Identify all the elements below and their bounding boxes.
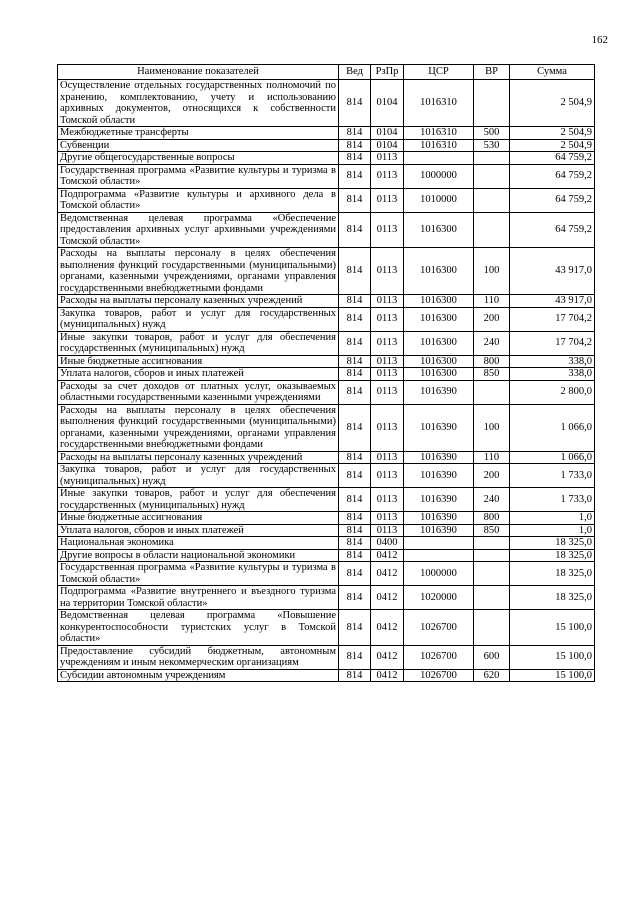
cell-name: Закупка товаров, работ и услуг для государственных (муниципальных) нужд (58, 307, 339, 331)
cell-sum: 15 100,0 (510, 610, 595, 646)
cell-csr: 1016390 (404, 451, 474, 464)
cell-ved: 814 (339, 164, 371, 188)
table-row (58, 368, 595, 381)
cell-sum: 17 704,2 (510, 331, 595, 355)
cell-sum: 43 917,0 (510, 248, 595, 295)
cell-name: Расходы на выплаты персоналу казенных учреждений (58, 451, 339, 464)
cell-name: Субсидии автономным учреждениям (58, 669, 339, 682)
table-row (58, 451, 595, 464)
cell-vr (474, 212, 510, 248)
cell-vr (474, 80, 510, 127)
cell-sum: 338,0 (510, 368, 595, 381)
cell-sum: 18 325,0 (510, 549, 595, 562)
table-row (58, 562, 595, 586)
cell-ved: 814 (339, 645, 371, 669)
cell-name: Межбюджетные трансферты (58, 127, 339, 140)
cell-ved: 814 (339, 188, 371, 212)
header-name: Наименование показателей (58, 65, 339, 80)
cell-sum: 64 759,2 (510, 152, 595, 165)
cell-rzpr: 0113 (371, 464, 404, 488)
cell-csr: 1010000 (404, 188, 474, 212)
table-row (58, 549, 595, 562)
cell-csr: 1016300 (404, 307, 474, 331)
cell-csr: 1016300 (404, 331, 474, 355)
cell-name: Уплата налогов, сборов и иных платежей (58, 524, 339, 537)
cell-csr: 1000000 (404, 562, 474, 586)
cell-sum: 1 066,0 (510, 404, 595, 451)
cell-rzpr: 0113 (371, 488, 404, 512)
cell-rzpr: 0113 (371, 212, 404, 248)
cell-sum: 1 066,0 (510, 451, 595, 464)
cell-csr: 1016300 (404, 368, 474, 381)
header-csr: ЦСР (404, 65, 474, 80)
cell-sum: 338,0 (510, 355, 595, 368)
cell-rzpr: 0400 (371, 537, 404, 550)
cell-vr (474, 610, 510, 646)
cell-csr (404, 549, 474, 562)
cell-csr: 1016390 (404, 524, 474, 537)
cell-vr: 240 (474, 488, 510, 512)
cell-ved: 814 (339, 139, 371, 152)
cell-csr: 1016300 (404, 212, 474, 248)
cell-rzpr: 0104 (371, 127, 404, 140)
cell-sum: 1 733,0 (510, 488, 595, 512)
cell-ved: 814 (339, 610, 371, 646)
cell-vr: 100 (474, 404, 510, 451)
cell-vr (474, 549, 510, 562)
cell-csr: 1020000 (404, 586, 474, 610)
cell-name: Государственная программа «Развитие культуры и туризма в Томской области» (58, 164, 339, 188)
table-row (58, 512, 595, 525)
cell-ved: 814 (339, 295, 371, 308)
cell-rzpr: 0113 (371, 524, 404, 537)
cell-vr: 850 (474, 368, 510, 381)
cell-ved: 814 (339, 512, 371, 525)
table-row (58, 464, 595, 488)
cell-rzpr: 0113 (371, 331, 404, 355)
cell-name: Ведомственная целевая программа «Обеспечение предоставления архивных услуг архивными учреждениями Томской области» (58, 212, 339, 248)
cell-csr: 1026700 (404, 645, 474, 669)
cell-ved: 814 (339, 404, 371, 451)
cell-sum: 64 759,2 (510, 188, 595, 212)
cell-ved: 814 (339, 355, 371, 368)
budget-table (57, 64, 595, 682)
cell-ved: 814 (339, 127, 371, 140)
cell-csr: 1016300 (404, 248, 474, 295)
cell-name: Расходы за счет доходов от платных услуг, оказываемых областными государственными казенными учреждениями (58, 380, 339, 404)
cell-name: Подпрограмма «Развитие культуры и архивного дела в Томской области» (58, 188, 339, 212)
cell-name: Закупка товаров, работ и услуг для государственных (муниципальных) нужд (58, 464, 339, 488)
cell-rzpr: 0113 (371, 380, 404, 404)
cell-rzpr: 0104 (371, 80, 404, 127)
table-row (58, 645, 595, 669)
table-row (58, 127, 595, 140)
cell-name: Расходы на выплаты персоналу в целях обеспечения выполнения функций государственными (муниципальными) органами, казенными учреждениями, органами управления государственными внебюджетными фондами (58, 248, 339, 295)
cell-ved: 814 (339, 80, 371, 127)
table-header-row (58, 65, 595, 80)
cell-rzpr: 0113 (371, 307, 404, 331)
table-row (58, 307, 595, 331)
cell-sum: 1 733,0 (510, 464, 595, 488)
cell-name: Уплата налогов, сборов и иных платежей (58, 368, 339, 381)
cell-vr (474, 586, 510, 610)
cell-name: Осуществление отдельных государственных полномочий по хранению, комплектованию, учету и использованию архивных документов, относящихся к собственности Томской области (58, 80, 339, 127)
cell-sum: 2 800,0 (510, 380, 595, 404)
cell-ved: 814 (339, 380, 371, 404)
cell-name: Расходы на выплаты персоналу в целях обеспечения выполнения функций государственными (муниципальными) органами, казенными учреждениями, органами управления государственными внебюджетными фондами (58, 404, 339, 451)
cell-ved: 814 (339, 524, 371, 537)
cell-csr (404, 537, 474, 550)
cell-name: Государственная программа «Развитие культуры и туризма в Томской области» (58, 562, 339, 586)
cell-vr: 620 (474, 669, 510, 682)
cell-name: Иные бюджетные ассигнования (58, 355, 339, 368)
cell-sum: 17 704,2 (510, 307, 595, 331)
cell-sum: 18 325,0 (510, 586, 595, 610)
cell-name: Иные закупки товаров, работ и услуг для обеспечения государственных (муниципальных) нужд (58, 331, 339, 355)
header-vr: ВР (474, 65, 510, 80)
cell-vr (474, 562, 510, 586)
table-row (58, 188, 595, 212)
cell-ved: 814 (339, 562, 371, 586)
cell-csr: 1016310 (404, 80, 474, 127)
cell-vr (474, 380, 510, 404)
table-row (58, 152, 595, 165)
table-body (58, 80, 595, 682)
table-row (58, 524, 595, 537)
cell-ved: 814 (339, 669, 371, 682)
cell-rzpr: 0113 (371, 404, 404, 451)
cell-csr: 1026700 (404, 669, 474, 682)
cell-ved: 814 (339, 586, 371, 610)
cell-vr: 110 (474, 295, 510, 308)
cell-sum: 43 917,0 (510, 295, 595, 308)
header-sum: Сумма (510, 65, 595, 80)
cell-sum: 2 504,9 (510, 139, 595, 152)
cell-vr: 530 (474, 139, 510, 152)
cell-rzpr: 0113 (371, 355, 404, 368)
cell-vr: 800 (474, 355, 510, 368)
cell-csr: 1000000 (404, 164, 474, 188)
table-row (58, 331, 595, 355)
header-rzpr: РзПр (371, 65, 404, 80)
cell-csr: 1016310 (404, 139, 474, 152)
cell-name: Подпрограмма «Развитие внутреннего и въездного туризма на территории Томской области» (58, 586, 339, 610)
cell-sum: 64 759,2 (510, 164, 595, 188)
cell-sum: 1,0 (510, 512, 595, 525)
cell-name: Иные закупки товаров, работ и услуг для обеспечения государственных (муниципальных) нужд (58, 488, 339, 512)
cell-vr: 200 (474, 307, 510, 331)
cell-rzpr: 0412 (371, 549, 404, 562)
cell-csr: 1016390 (404, 380, 474, 404)
cell-vr: 240 (474, 331, 510, 355)
cell-rzpr: 0113 (371, 368, 404, 381)
cell-ved: 814 (339, 488, 371, 512)
cell-name: Другие общегосударственные вопросы (58, 152, 339, 165)
cell-rzpr: 0113 (371, 248, 404, 295)
table-row (58, 164, 595, 188)
table-row (58, 404, 595, 451)
cell-ved: 814 (339, 212, 371, 248)
cell-vr: 600 (474, 645, 510, 669)
table-row (58, 610, 595, 646)
cell-vr (474, 152, 510, 165)
table-row (58, 380, 595, 404)
cell-ved: 814 (339, 549, 371, 562)
cell-ved: 814 (339, 464, 371, 488)
cell-rzpr: 0113 (371, 188, 404, 212)
cell-vr: 110 (474, 451, 510, 464)
cell-rzpr: 0113 (371, 152, 404, 165)
cell-rzpr: 0412 (371, 645, 404, 669)
table-row (58, 586, 595, 610)
cell-sum: 2 504,9 (510, 127, 595, 140)
cell-csr: 1016390 (404, 464, 474, 488)
page-number: 162 (591, 34, 608, 46)
cell-rzpr: 0113 (371, 512, 404, 525)
table-row (58, 212, 595, 248)
cell-vr: 200 (474, 464, 510, 488)
cell-rzpr: 0412 (371, 562, 404, 586)
cell-vr (474, 537, 510, 550)
cell-name: Субвенции (58, 139, 339, 152)
cell-ved: 814 (339, 331, 371, 355)
cell-rzpr: 0412 (371, 669, 404, 682)
cell-csr: 1016390 (404, 404, 474, 451)
cell-csr: 1016300 (404, 355, 474, 368)
cell-csr: 1016310 (404, 127, 474, 140)
table-row (58, 669, 595, 682)
cell-vr (474, 164, 510, 188)
cell-csr: 1026700 (404, 610, 474, 646)
table-row (58, 537, 595, 550)
cell-name: Расходы на выплаты персоналу казенных учреждений (58, 295, 339, 308)
cell-ved: 814 (339, 537, 371, 550)
cell-ved: 814 (339, 451, 371, 464)
cell-vr: 500 (474, 127, 510, 140)
header-ved: Вед (339, 65, 371, 80)
cell-sum: 18 325,0 (510, 562, 595, 586)
cell-rzpr: 0104 (371, 139, 404, 152)
table-row (58, 248, 595, 295)
table-row (58, 80, 595, 127)
cell-rzpr: 0113 (371, 164, 404, 188)
cell-rzpr: 0113 (371, 451, 404, 464)
cell-rzpr: 0113 (371, 295, 404, 308)
cell-csr (404, 152, 474, 165)
cell-ved: 814 (339, 152, 371, 165)
cell-vr: 800 (474, 512, 510, 525)
cell-vr (474, 188, 510, 212)
cell-ved: 814 (339, 307, 371, 331)
cell-rzpr: 0412 (371, 610, 404, 646)
table-row (58, 355, 595, 368)
cell-name: Иные бюджетные ассигнования (58, 512, 339, 525)
cell-name: Национальная экономика (58, 537, 339, 550)
cell-sum: 18 325,0 (510, 537, 595, 550)
table-row (58, 139, 595, 152)
cell-sum: 15 100,0 (510, 669, 595, 682)
cell-sum: 1,0 (510, 524, 595, 537)
table-row (58, 488, 595, 512)
cell-name: Другие вопросы в области национальной экономики (58, 549, 339, 562)
cell-vr: 850 (474, 524, 510, 537)
cell-sum: 15 100,0 (510, 645, 595, 669)
cell-csr: 1016390 (404, 512, 474, 525)
cell-ved: 814 (339, 368, 371, 381)
cell-vr: 100 (474, 248, 510, 295)
cell-rzpr: 0412 (371, 586, 404, 610)
cell-ved: 814 (339, 248, 371, 295)
cell-sum: 64 759,2 (510, 212, 595, 248)
table-row (58, 295, 595, 308)
cell-sum: 2 504,9 (510, 80, 595, 127)
cell-name: Предоставление субсидий бюджетным, автономным учреждениям и иным некоммерческим организациям (58, 645, 339, 669)
cell-csr: 1016300 (404, 295, 474, 308)
cell-name: Ведомственная целевая программа «Повышение конкурентоспособности туристских услуг в Томской области» (58, 610, 339, 646)
cell-csr: 1016390 (404, 488, 474, 512)
